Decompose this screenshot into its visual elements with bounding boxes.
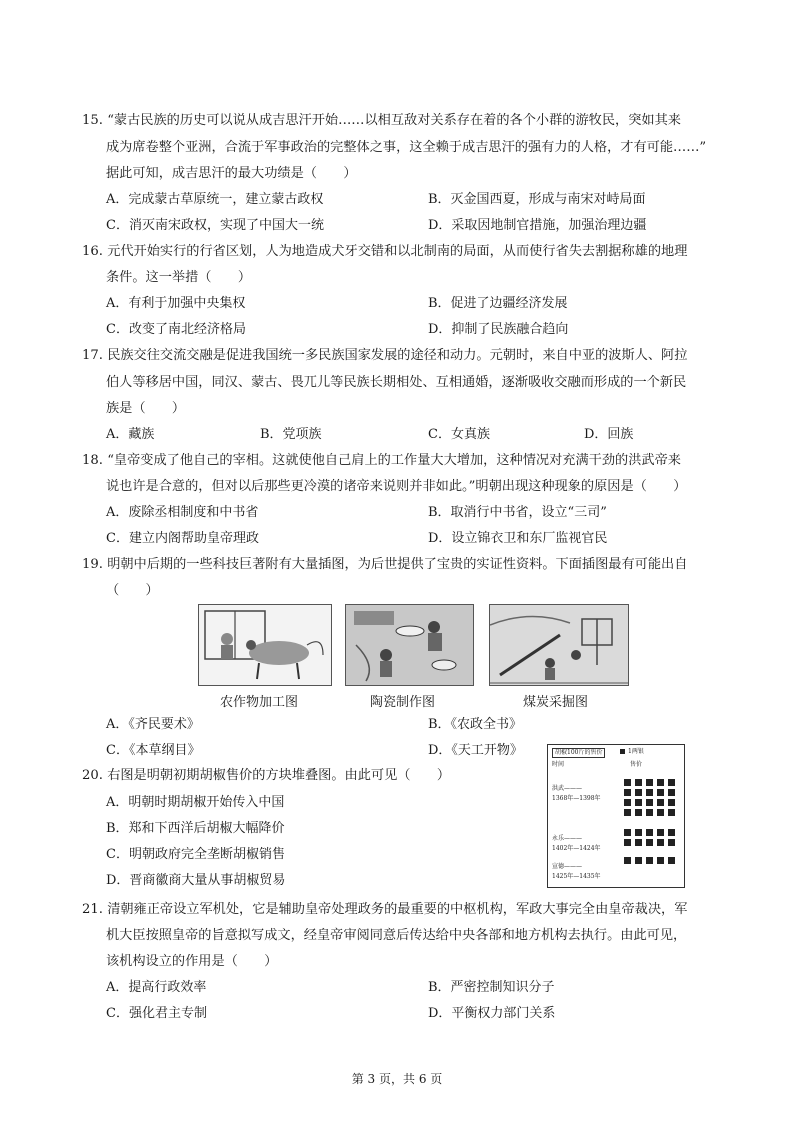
q18-option-a[interactable]: A．废除丞相制度和中书省 <box>106 505 259 520</box>
q16-option-c[interactable]: C．改变了南北经济格局 <box>106 322 246 337</box>
price-block <box>657 829 664 836</box>
chart-legend-label: 1两银 <box>628 748 644 755</box>
price-block <box>668 809 675 816</box>
chart-row-era: 洪武——— <box>552 785 583 792</box>
price-block <box>624 789 631 796</box>
q15-option-d[interactable]: D．采取因地制官措施，加强治理边疆 <box>428 218 647 233</box>
q20-option-a[interactable]: A．明朝时期胡椒开始传入中国 <box>106 795 285 810</box>
price-block <box>646 799 653 806</box>
price-block <box>624 799 631 806</box>
q15-line1: 15. “蒙古民族的历史可以说从成吉思汗开始……以相互敌对关系存在着的各个小群的游牧民，突如其来 <box>82 113 681 128</box>
price-block <box>635 839 642 846</box>
pepper-price-chart <box>547 744 685 888</box>
q19-option-a[interactable]: A．《齐民要术》 <box>106 717 200 732</box>
chart-col-time: 时间 <box>552 761 565 768</box>
q21-option-d[interactable]: D．平衡权力部门关系 <box>428 1006 556 1021</box>
price-block <box>635 789 642 796</box>
price-block <box>668 839 675 846</box>
q21-line2: 机大臣按照皇帝的旨意拟写成文，经皇帝审阅同意后传达给中央各部和地方机构去执行。由此可见， <box>106 928 687 943</box>
q21-option-c[interactable]: C．强化君主专制 <box>106 1006 207 1021</box>
q21-option-b[interactable]: B．严密控制知识分子 <box>428 980 555 995</box>
q15-option-a[interactable]: A．完成蒙古草原统一，建立蒙古政权 <box>106 192 324 207</box>
q18-line1: 18. “皇帝变成了他自己的宰相。这就使他自己肩上的工作量大大增加，这种情况对充满干劲的洪武帝来 <box>82 453 681 468</box>
q17-option-d[interactable]: D．回族 <box>584 427 634 442</box>
price-block <box>668 857 675 864</box>
price-block <box>624 839 631 846</box>
q16-option-b[interactable]: B．促进了边疆经济发展 <box>428 296 568 311</box>
q18-option-c[interactable]: C．建立内阁帮助皇帝理政 <box>106 531 259 546</box>
price-block <box>635 829 642 836</box>
q16-option-d[interactable]: D．抑制了民族融合趋向 <box>428 322 569 337</box>
price-block <box>646 789 653 796</box>
q15-line2: 成为席卷整个亚洲，合流于军事政治的完整体之事，这全赖于成吉思汗的强有力的人格，才有可能……” <box>106 140 707 155</box>
price-block <box>624 829 631 836</box>
price-block <box>657 809 664 816</box>
price-block <box>624 809 631 816</box>
q20-line1: 20. 右图是明朝初期胡椒售价的方块堆叠图。由此可见（ ） <box>82 768 451 783</box>
q18-line2: 说也许是合意的，但对以后那些更冷漠的诸帝来说则并非如此。”明朝出现这种现象的原因是（ ） <box>106 479 687 494</box>
price-block <box>668 779 675 786</box>
q20-option-d[interactable]: D．晋商徽商大量从事胡椒贸易 <box>106 873 286 888</box>
q17-option-c[interactable]: C．女真族 <box>428 427 490 442</box>
q20-option-b[interactable]: B．郑和下西洋后胡椒大幅降价 <box>106 821 285 836</box>
q21-line3: 该机构设立的作用是（ ） <box>106 954 278 969</box>
price-block <box>657 857 664 864</box>
price-block <box>668 789 675 796</box>
q19-line2: （ ） <box>106 583 159 598</box>
q19-option-c[interactable]: C．《本草纲目》 <box>106 743 201 758</box>
q17-line2: 伯人等移居中国，同汉、蒙古、畏兀儿等民族长期相处、互相通婚，逐渐吸收交融而形成的一个新民 <box>106 375 687 390</box>
price-block <box>635 857 642 864</box>
chart-title: 胡椒100斤的售价 <box>552 748 605 758</box>
q15-option-b[interactable]: B．灭金国西夏，形成与南宋对峙局面 <box>428 192 646 207</box>
price-block <box>657 799 664 806</box>
q18-option-b[interactable]: B．取消行中书省，设立“三司” <box>428 505 607 520</box>
price-block <box>635 809 642 816</box>
q19-option-b[interactable]: B．《农政全书》 <box>428 717 523 732</box>
q19-line1: 19. 明朝中后期的一些科技巨著附有大量插图，为后世提供了宝贵的实证性资料。下面插图最有可能出自 <box>82 557 688 572</box>
page-footer: 第 3 页，共 6 页 <box>351 1072 443 1086</box>
price-block <box>646 829 653 836</box>
q16-line2: 条件。这一举措（ ） <box>106 270 252 285</box>
q17-option-a[interactable]: A．藏族 <box>106 427 155 442</box>
price-block <box>646 839 653 846</box>
q18-option-d[interactable]: D．设立锦衣卫和东厂监视官民 <box>428 531 608 546</box>
price-block <box>646 779 653 786</box>
price-block <box>668 799 675 806</box>
q20-option-c[interactable]: C．明朝政府完全垄断胡椒销售 <box>106 847 285 862</box>
price-block <box>635 799 642 806</box>
q15-option-c[interactable]: C．消灭南宋政权，实现了中国大一统 <box>106 218 324 233</box>
chart-row-era: 永乐——— <box>552 835 583 842</box>
price-block <box>657 789 664 796</box>
caption-coal-mining: 煤炭采掘图 <box>523 695 589 710</box>
caption-porcelain-making: 陶瓷制作图 <box>370 695 436 710</box>
price-block <box>635 779 642 786</box>
q16-line1: 16. 元代开始实行的行省区划，人为地造成犬牙交错和以北制南的局面，从而使行省失去割据称雄的地理 <box>82 244 688 259</box>
price-block <box>657 839 664 846</box>
illustration-coal-mining <box>489 604 629 686</box>
price-block <box>646 809 653 816</box>
illustration-crop-processing <box>198 604 332 686</box>
q21-option-a[interactable]: A．提高行政效率 <box>106 980 207 995</box>
q15-line3: 据此可知，成吉思汗的最大功绩是（ ） <box>106 166 357 181</box>
price-block <box>624 857 631 864</box>
price-block <box>624 779 631 786</box>
q17-line1: 17. 民族交往交流交融是促进我国统一多民族国家发展的途径和动力。元朝时，来自中亚的波斯人、阿拉 <box>82 348 688 363</box>
q16-option-a[interactable]: A．有利于加强中央集权 <box>106 296 246 311</box>
price-block <box>646 857 653 864</box>
chart-row-years: 1402年—1424年 <box>552 845 601 852</box>
q21-line1: 21. 清朝雍正帝设立军机处，它是辅助皇帝处理政务的最重要的中枢机构，军政大事完全由皇帝裁决，军 <box>82 902 688 917</box>
chart-col-price: 售价 <box>630 761 643 768</box>
q19-option-d[interactable]: D．《天工开物》 <box>428 743 523 758</box>
price-block <box>657 779 664 786</box>
illustration-porcelain-making <box>345 604 474 686</box>
price-block <box>668 829 675 836</box>
caption-crop-processing: 农作物加工图 <box>220 695 299 710</box>
chart-row-era: 宣德——— <box>552 863 583 870</box>
legend-square-icon <box>620 749 625 754</box>
q17-line3: 族是（ ） <box>106 401 186 416</box>
chart-row-years: 1368年—1398年 <box>552 795 601 802</box>
chart-row-years: 1425年—1435年 <box>552 873 601 880</box>
q17-option-b[interactable]: B．党项族 <box>260 427 322 442</box>
